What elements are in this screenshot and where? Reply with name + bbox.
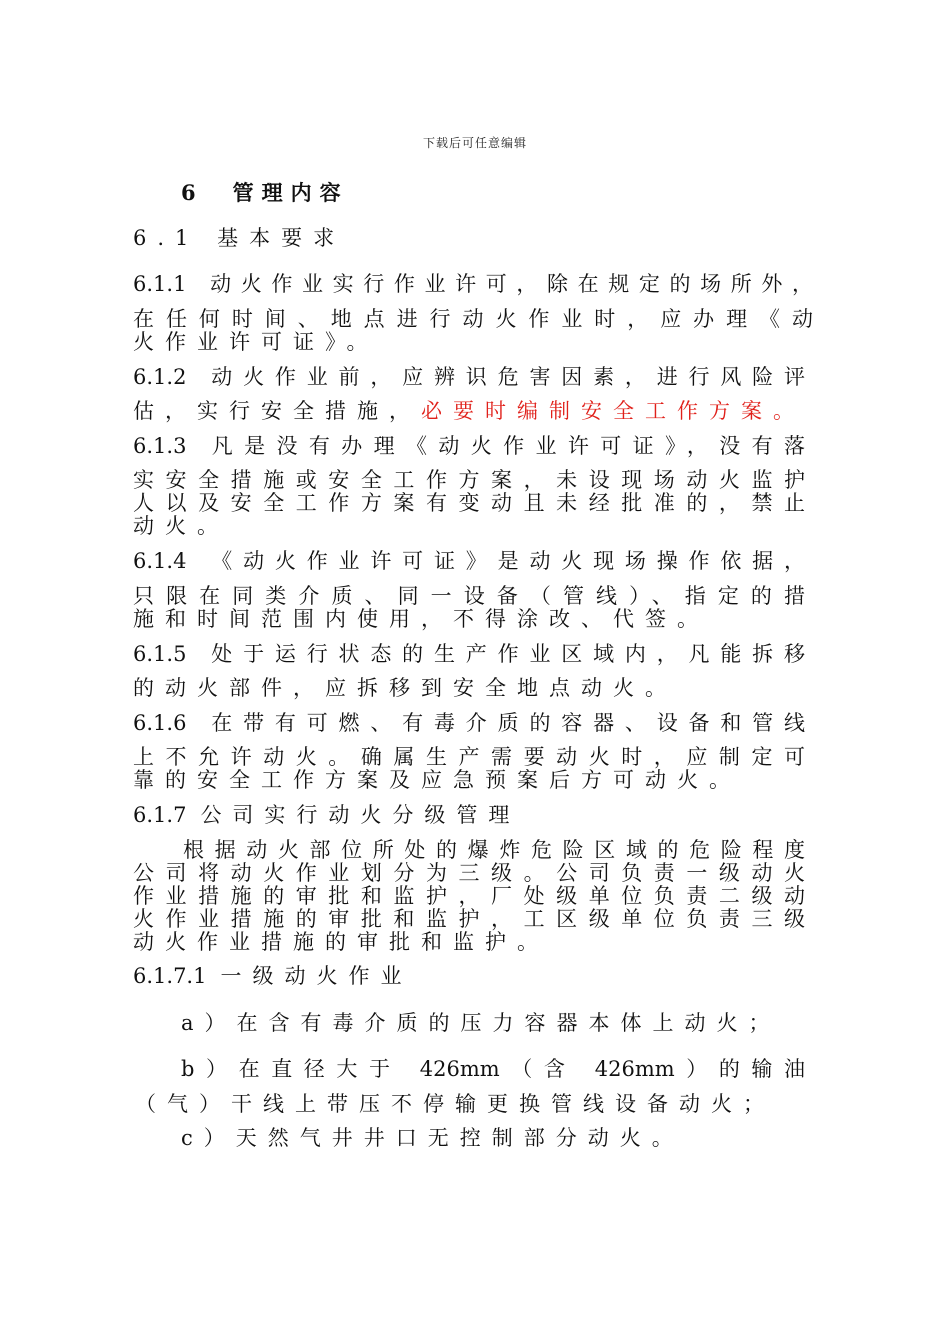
- para-6-1-1-line-2: 在任何时间、地点进行动火作业时，应办理《动: [133, 307, 813, 331]
- para-6-1-2-line-2: 估，实行安全措施，必要时编制安全工作方案。: [133, 399, 805, 423]
- page-header: 下载后可任意编辑: [422, 136, 527, 150]
- item-b-line-1: b）在直径大于 426mm（含 426mm）的输油: [181, 1057, 805, 1081]
- para-6-1-7-line-3: 作业措施的审批和监护，厂处级单位负责二级动: [133, 884, 805, 908]
- item-c: c）天然气井井口无控制部分动火。: [181, 1126, 684, 1150]
- para-6-1-3-line-4: 动火。: [133, 514, 229, 538]
- para-6-1-7-line-5: 动火作业措施的审批和监护。: [133, 930, 549, 954]
- para-6-1-6-line-3: 靠的安全工作方案及应急预案后方可动火。: [133, 768, 741, 792]
- para-6-1-6-line-2: 上不允许动火。确属生产需要动火时，应制定可: [133, 745, 805, 769]
- para-6-1-4-line-2: 只限在同类介质、同一设备（管线）、指定的措: [133, 584, 805, 608]
- para-6-1-7-line-1: 根据动火部位所处的爆炸危险区域的危险程度: [183, 838, 805, 862]
- para-6-1-5-line-2: 的动火部件，应拆移到安全地点动火。: [133, 676, 677, 700]
- para-6-1-3-line-1: 6.1.3 凡是没有办理《动火作业许可证》，没有落: [133, 434, 805, 458]
- para-6-1-2-line-1: 6.1.2 动火作业前，应辨识危害因素，进行风险评: [133, 365, 805, 389]
- required-plan-highlight: 必要时编制安全工作方案。: [421, 399, 805, 423]
- para-6-1-4-line-1: 6.1.4 《动火作业许可证》是动火现场操作依据，: [133, 549, 805, 573]
- para-6-1-1-line-1: 6.1.1 动火作业实行作业许可，除在规定的场所外，: [133, 272, 813, 296]
- section-title: 6 管理内容: [181, 180, 349, 205]
- subsection-6-1: 6.1 基本要求: [133, 226, 346, 250]
- para-6-1-7-line-2: 公司将动火作业划分为三级。公司负责一级动火: [133, 861, 805, 885]
- para-6-1-7-heading: 6.1.7 公司实行动火分级管理: [133, 803, 521, 827]
- para-6-1-1-line-3: 火作业许可证》。: [133, 330, 379, 354]
- para-6-1-7-1-heading: 6.1.7.1 一级动火作业: [133, 964, 413, 988]
- para-6-1-6-line-1: 6.1.6 在带有可燃、有毒介质的容器、设备和管线: [133, 711, 805, 735]
- para-6-1-3-line-3: 人以及安全工作方案有变动且未经批准的，禁止: [133, 491, 805, 515]
- item-b-line-2: （气）干线上带压不停输更换管线设备动火；: [135, 1092, 775, 1116]
- para-6-1-5-line-1: 6.1.5 处于运行状态的生产作业区域内，凡能拆移: [133, 642, 805, 666]
- para-6-1-7-line-4: 火作业措施的审批和监护，工区级单位负责三级: [133, 907, 805, 931]
- item-a: a）在含有毒介质的压力容器本体上动火；: [181, 1011, 781, 1035]
- para-6-1-4-line-3: 施和时间范围内使用，不得涂改、代签。: [133, 607, 709, 631]
- para-6-1-3-line-2: 实安全措施或安全工作方案，未设现场动火监护: [133, 468, 805, 492]
